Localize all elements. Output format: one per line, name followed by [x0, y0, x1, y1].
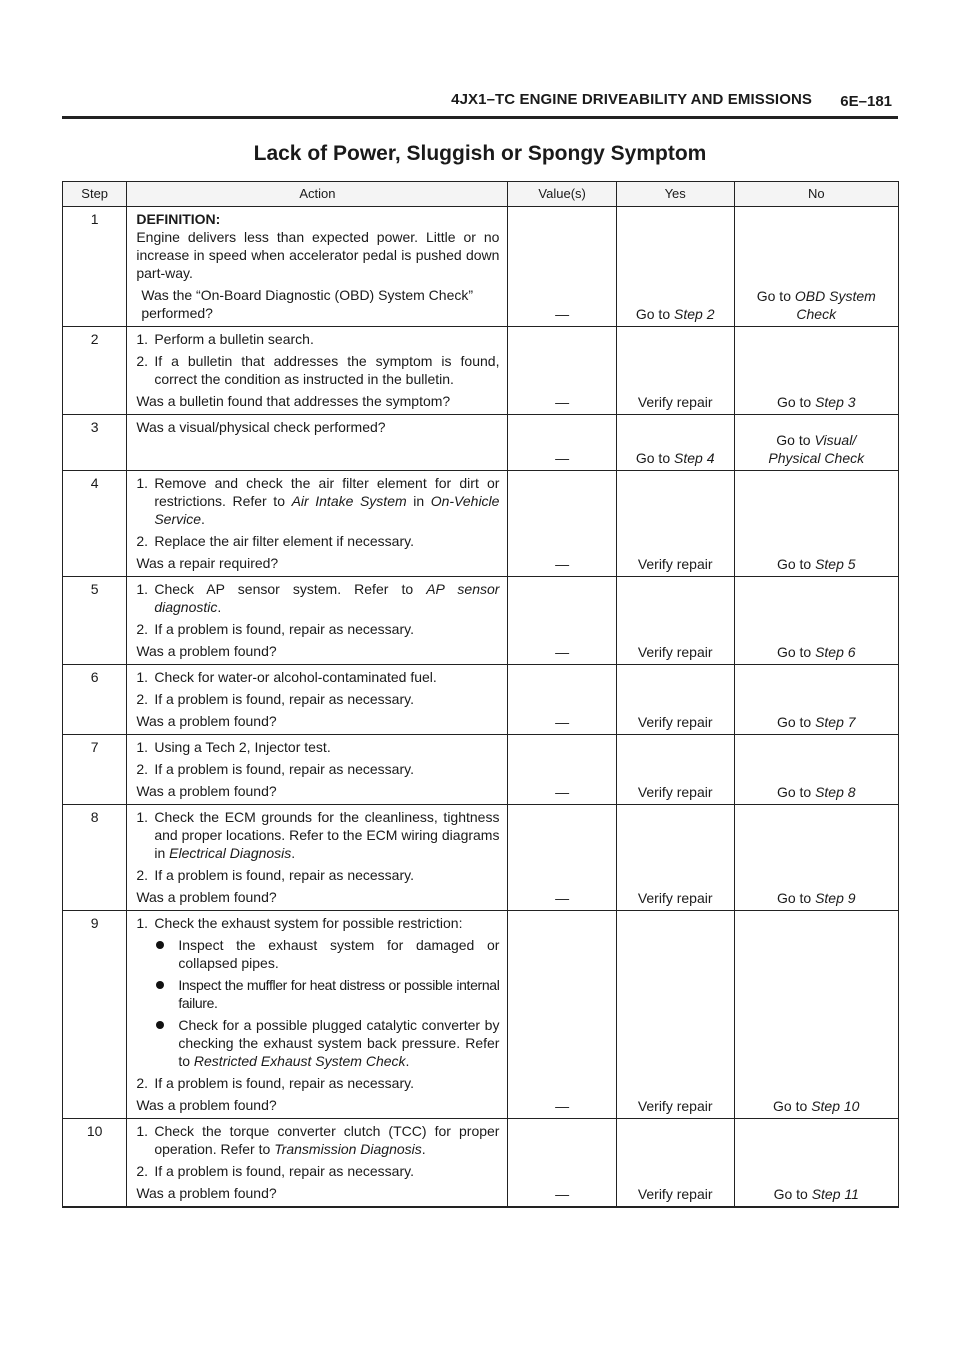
yes-cell: Verify repair: [616, 911, 734, 1119]
list-item: 1. Using a Tech 2, Injector test.: [136, 739, 331, 755]
action-cell: [127, 577, 508, 665]
value-cell: —: [508, 207, 616, 327]
action-cell: [127, 665, 508, 735]
list-item: 2. If a problem is found, repair as necessary.: [136, 761, 414, 777]
question-text: Was a visual/physical check performed?: [136, 419, 386, 435]
step-number: 1: [63, 207, 127, 327]
bullet-item: Check for a possible plugged catalytic converter by checking the exhaust system back pressure. Refer to Restricted Exhaust System Check.: [136, 1016, 499, 1070]
action-cell: [127, 1119, 508, 1208]
bullet-item: Inspect the exhaust system for damaged or collapsed pipes.: [136, 936, 499, 972]
table-row: [63, 735, 899, 805]
list-item: 2. If a problem is found, repair as necessary.: [136, 691, 414, 707]
action-cell: [127, 471, 508, 577]
yes-cell: Verify repair: [616, 471, 734, 577]
question-text: Was the “On-Board Diagnostic (OBD) System Check” performed?: [141, 287, 474, 321]
step-number: 3: [63, 415, 127, 471]
table-row: [63, 415, 899, 471]
reference-link[interactable]: AP sensor diagnostic: [154, 581, 500, 615]
go-to-label: Go to: [635, 306, 674, 322]
value-cell: —: [508, 665, 616, 735]
list-item: 1. Check for water-or alcohol-contaminated fuel.: [136, 669, 437, 685]
diagnostic-table: [62, 181, 899, 1208]
no-cell: Go to Step 7: [734, 665, 898, 735]
page-header: [62, 88, 898, 119]
action-cell: [127, 207, 508, 327]
no-cell: Go to Step 3: [734, 327, 898, 415]
value-cell: —: [508, 327, 616, 415]
yes-cell: Verify repair: [616, 805, 734, 911]
yes-cell: Go to Step 4: [616, 415, 734, 471]
bullet-icon: [156, 941, 164, 949]
question-text: Was a problem found?: [136, 1097, 277, 1113]
reference-link[interactable]: Electrical Diagnosis: [169, 845, 292, 861]
no-step-link[interactable]: OBD System Check: [794, 288, 876, 322]
yes-step-link[interactable]: Step 4: [674, 450, 715, 466]
question-text: Was a problem found?: [136, 713, 277, 729]
yes-cell: Verify repair: [616, 577, 734, 665]
table-header-row: [63, 182, 899, 207]
value-cell: —: [508, 735, 616, 805]
bullet-item: Inspect the muffler for heat distress or possible internal failure.: [136, 976, 499, 1012]
list-item: 1. Check the torque converter clutch (TCC) for proper operation. Refer to Transmission Diagnosis.: [136, 1123, 500, 1157]
step-number: 9: [63, 911, 127, 1119]
list-item: 1. Check the exhaust system for possible restriction:: [136, 915, 463, 931]
table-row: [63, 911, 899, 1119]
value-cell: —: [508, 471, 616, 577]
step-number: 7: [63, 735, 127, 805]
list-item: 2. If a problem is found, repair as necessary.: [136, 1075, 414, 1091]
value-cell: —: [508, 577, 616, 665]
reference-link[interactable]: Restricted Exhaust System Check: [193, 1053, 406, 1069]
reference-link[interactable]: On-Vehicle Service: [154, 493, 500, 527]
table-row: [63, 805, 899, 911]
definition-label: DEFINITION:: [136, 211, 221, 227]
list-item: 1. Remove and check the air filter element for dirt or restrictions. Refer to Air Intake System in On-Vehicle Service.: [136, 475, 500, 527]
no-step-link[interactable]: Step 11: [811, 1186, 859, 1202]
step-number: 5: [63, 577, 127, 665]
list-item: 2. If a problem is found, repair as necessary.: [136, 621, 414, 637]
table-row: [63, 207, 899, 327]
question-text: Was a problem found?: [136, 889, 277, 905]
no-step-link[interactable]: Step 7: [815, 714, 856, 730]
definition-text: Engine delivers less than expected power. Little or no increase in speed when accelerator pedal is pushed down part-way.: [136, 229, 500, 281]
action-cell: [127, 805, 508, 911]
value-cell: —: [508, 1119, 616, 1208]
page-number: 6E–181: [840, 93, 892, 110]
no-step-link[interactable]: Visual/ Physical Check: [768, 432, 865, 466]
step-number: 10: [63, 1119, 127, 1208]
yes-cell: Verify repair: [616, 665, 734, 735]
list-item: 1. Check the ECM grounds for the cleanliness, tightness and proper locations. Refer to the ECM wiring diagrams in Electrical Diagnosis.: [136, 809, 500, 861]
value-cell: —: [508, 911, 616, 1119]
value-cell: —: [508, 415, 616, 471]
table-row: [63, 1119, 899, 1208]
step-number: 4: [63, 471, 127, 577]
no-step-link[interactable]: Step 10: [811, 1098, 860, 1114]
yes-step-link[interactable]: Step 2: [674, 306, 715, 322]
question-text: Was a problem found?: [136, 643, 277, 659]
no-cell: Go to Step 9: [734, 805, 898, 911]
column-header-yes: Yes: [616, 182, 734, 207]
table-row: [63, 327, 899, 415]
column-header-action: Action: [127, 182, 508, 207]
table-row: [63, 665, 899, 735]
no-step-link[interactable]: Step 5: [815, 556, 856, 572]
section-title: 4JX1–TC ENGINE DRIVEABILITY AND EMISSIONS: [451, 91, 812, 108]
go-to-label: Go to: [756, 288, 795, 304]
list-item: 1. Perform a bulletin search.: [136, 331, 314, 347]
no-step-link[interactable]: Step 6: [815, 644, 856, 660]
bullet-icon: [156, 1021, 164, 1029]
question-text: Was a repair required?: [136, 555, 279, 571]
yes-cell: Verify repair: [616, 1119, 734, 1208]
action-cell: [127, 911, 508, 1119]
question-text: Was a bulletin found that addresses the symptom?: [136, 393, 451, 409]
yes-cell: Verify repair: [616, 735, 734, 805]
no-cell: Go to Step 11: [734, 1119, 898, 1208]
yes-cell: Verify repair: [616, 327, 734, 415]
column-header-values: Value(s): [508, 182, 616, 207]
no-cell: Go to Step 8: [734, 735, 898, 805]
yes-cell: [616, 207, 734, 327]
no-cell: Go to Visual/ Physical Check: [734, 415, 898, 471]
reference-link[interactable]: Air Intake System: [291, 493, 407, 509]
question-text: Was a problem found?: [136, 783, 277, 799]
document-title: Lack of Power, Sluggish or Spongy Symptom: [253, 142, 707, 165]
table-row: [63, 577, 899, 665]
step-number: 8: [63, 805, 127, 911]
reference-link[interactable]: Transmission Diagnosis: [274, 1141, 422, 1157]
table-row: [63, 471, 899, 577]
no-step-link[interactable]: Step 3: [815, 394, 856, 410]
question-text: Was a problem found?: [136, 1185, 277, 1201]
action-cell: [127, 735, 508, 805]
action-cell: [127, 327, 508, 415]
no-step-link[interactable]: Step 9: [815, 890, 856, 906]
step-number: 2: [63, 327, 127, 415]
column-header-step: Step: [63, 182, 127, 207]
value-cell: —: [508, 805, 616, 911]
column-header-no: No: [734, 182, 898, 207]
list-item: 2. If a problem is found, repair as necessary.: [136, 867, 414, 883]
no-cell: Go to Step 5: [734, 471, 898, 577]
list-item: 1. Check AP sensor system. Refer to AP sensor diagnostic.: [136, 581, 500, 615]
no-cell: Go to Step 10: [734, 911, 898, 1119]
step-number: 6: [63, 665, 127, 735]
bullet-icon: [156, 981, 164, 989]
no-cell: Go to Step 6: [734, 577, 898, 665]
no-step-link[interactable]: Step 8: [815, 784, 856, 800]
action-cell: [127, 415, 508, 471]
list-item: 2. Replace the air filter element if necessary.: [136, 533, 414, 549]
no-cell: [734, 207, 898, 327]
list-item: 2. If a bulletin that addresses the symptom is found, correct the condition as instructed in the bulletin.: [136, 353, 500, 387]
list-item: 2. If a problem is found, repair as necessary.: [136, 1163, 414, 1179]
